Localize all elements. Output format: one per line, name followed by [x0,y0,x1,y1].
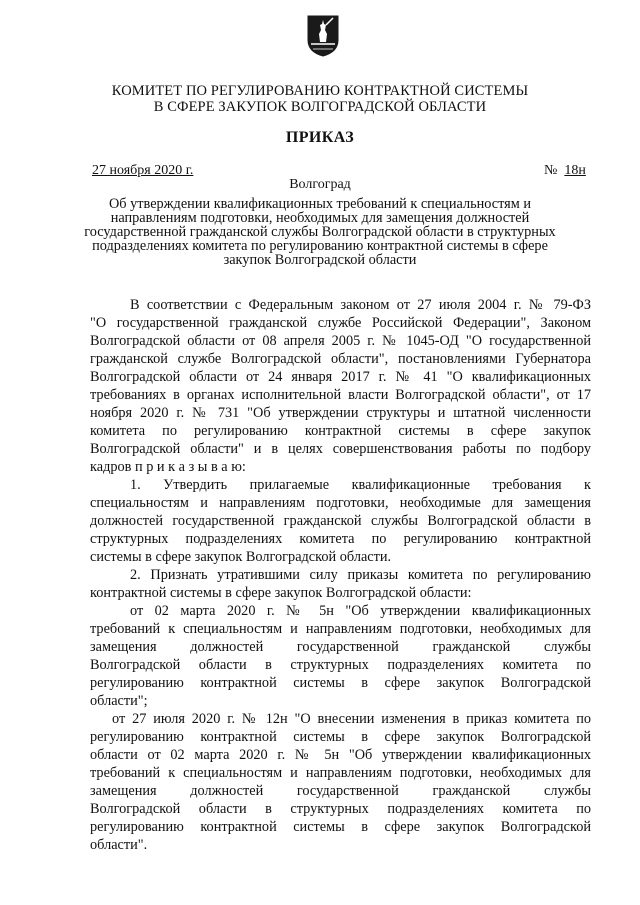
repealed-order-2-line: Волгоградской области в структурных подразделениях комитета по [90,801,591,817]
order-title-line: Об утверждении квалификационных требований к специальностям и [108,196,532,212]
repealed-order-2-line: замещения должностей государственной гражданской службы [90,783,591,799]
preamble-line: В соответствии с Федеральным законом от 27 июля 2004 г. № 79-ФЗ [130,297,591,313]
preamble-line: Волгоградской области от 08 апреля 2005 г. № 1045-ОД "О государственной [90,333,591,349]
item-1-line: должностей государственной гражданской службы Волгоградской области в [90,513,591,529]
document-date: 27 ноября 2020 г. [92,163,194,178]
committee-name-line-2: В СФЕРЕ ЗАКУПОК ВОЛГОГРАДСКОЙ ОБЛАСТИ [153,99,487,115]
preamble-line: требованиях в органах исполнительной власти Волгоградской области", от 17 [90,387,591,403]
number-label: № [544,163,558,178]
item-1-line: структурных подразделениях комитета по регулированию контрактной [90,531,591,547]
preamble-line: Волгоградской области" и в целях совершенствования работы по подбору [90,441,591,457]
order-title-line: закупок Волгоградской области [223,252,417,268]
preamble-line: ноября 2020 г. № 731 "Об утверждении структуры и штатной численности [90,405,591,421]
preamble-line: Волгоградской области от 24 января 2017 г. № 41 "О квалификационных [90,369,591,385]
number-value: 18н [564,163,586,178]
repealed-order-1-line: регулированию контрактной системы в сфере закупок Волгоградской [90,675,591,691]
volgograd-coat-of-arms-icon [306,14,340,58]
repealed-order-2-line: области". [90,837,148,853]
repealed-order-2-line: требований к специальностям и направлениям подготовки, необходимых для [90,765,591,781]
repealed-order-1-line: Волгоградской области в структурных подразделениях комитета по [90,657,591,673]
item-1-line: специальностям и направлениям подготовки, необходимые для замещения [90,495,591,511]
item-2-line: 2. Признать утратившими силу приказы комитета по регулированию [130,567,591,583]
item-2-line: контрактной системы в сфере закупок Волгоградской области: [90,585,472,601]
repealed-order-2-line: области от 02 марта 2020 г. № 5н "Об утверждении квалификационных [90,747,591,763]
item-1-line: системы в сфере закупок Волгоградской области. [90,549,392,565]
preamble-line: "О государственной гражданской службе Российской Федерации", Законом [90,315,591,331]
item-1-line: 1. Утвердить прилагаемые квалификационные требования к [130,477,591,493]
order-title-line: направлениям подготовки, необходимых для замещения должностей [110,210,530,226]
preamble-line: кадров п р и к а з ы в а ю: [90,459,246,475]
repealed-order-1-line: области"; [90,693,148,709]
preamble-line: гражданской службе Волгоградской области", постановлениями Губернатора [90,351,591,367]
city: Волгоград [289,177,351,192]
order-title-line: государственной гражданской службы Волгоградской области в структурных [84,224,556,240]
repealed-order-2-line: регулированию контрактной системы в сфере закупок Волгоградской [90,729,591,745]
order-title-line: подразделениях комитета по регулированию контрактной системы в сфере [92,238,548,254]
preamble-line: комитета по регулированию контрактной системы в сфере закупок [90,423,591,439]
committee-name-line-1: КОМИТЕТ ПО РЕГУЛИРОВАНИЮ КОНТРАКТНОЙ СИСТЕМЫ [111,83,529,99]
repealed-order-1-line: требований к специальностям и направлениям подготовки, необходимых для [90,621,591,637]
repealed-order-2-line: регулированию контрактной системы в сфере закупок Волгоградской [90,819,591,835]
repealed-order-1-line: замещения должностей государственной гражданской службы [90,639,591,655]
repealed-order-1-line: от 02 марта 2020 г. № 5н "Об утверждении квалификационных [130,603,591,619]
repealed-order-2-line: от 27 июля 2020 г. № 12н "О внесении изменения в приказ комитета по [112,711,591,727]
document-type-title: ПРИКАЗ [285,129,355,146]
